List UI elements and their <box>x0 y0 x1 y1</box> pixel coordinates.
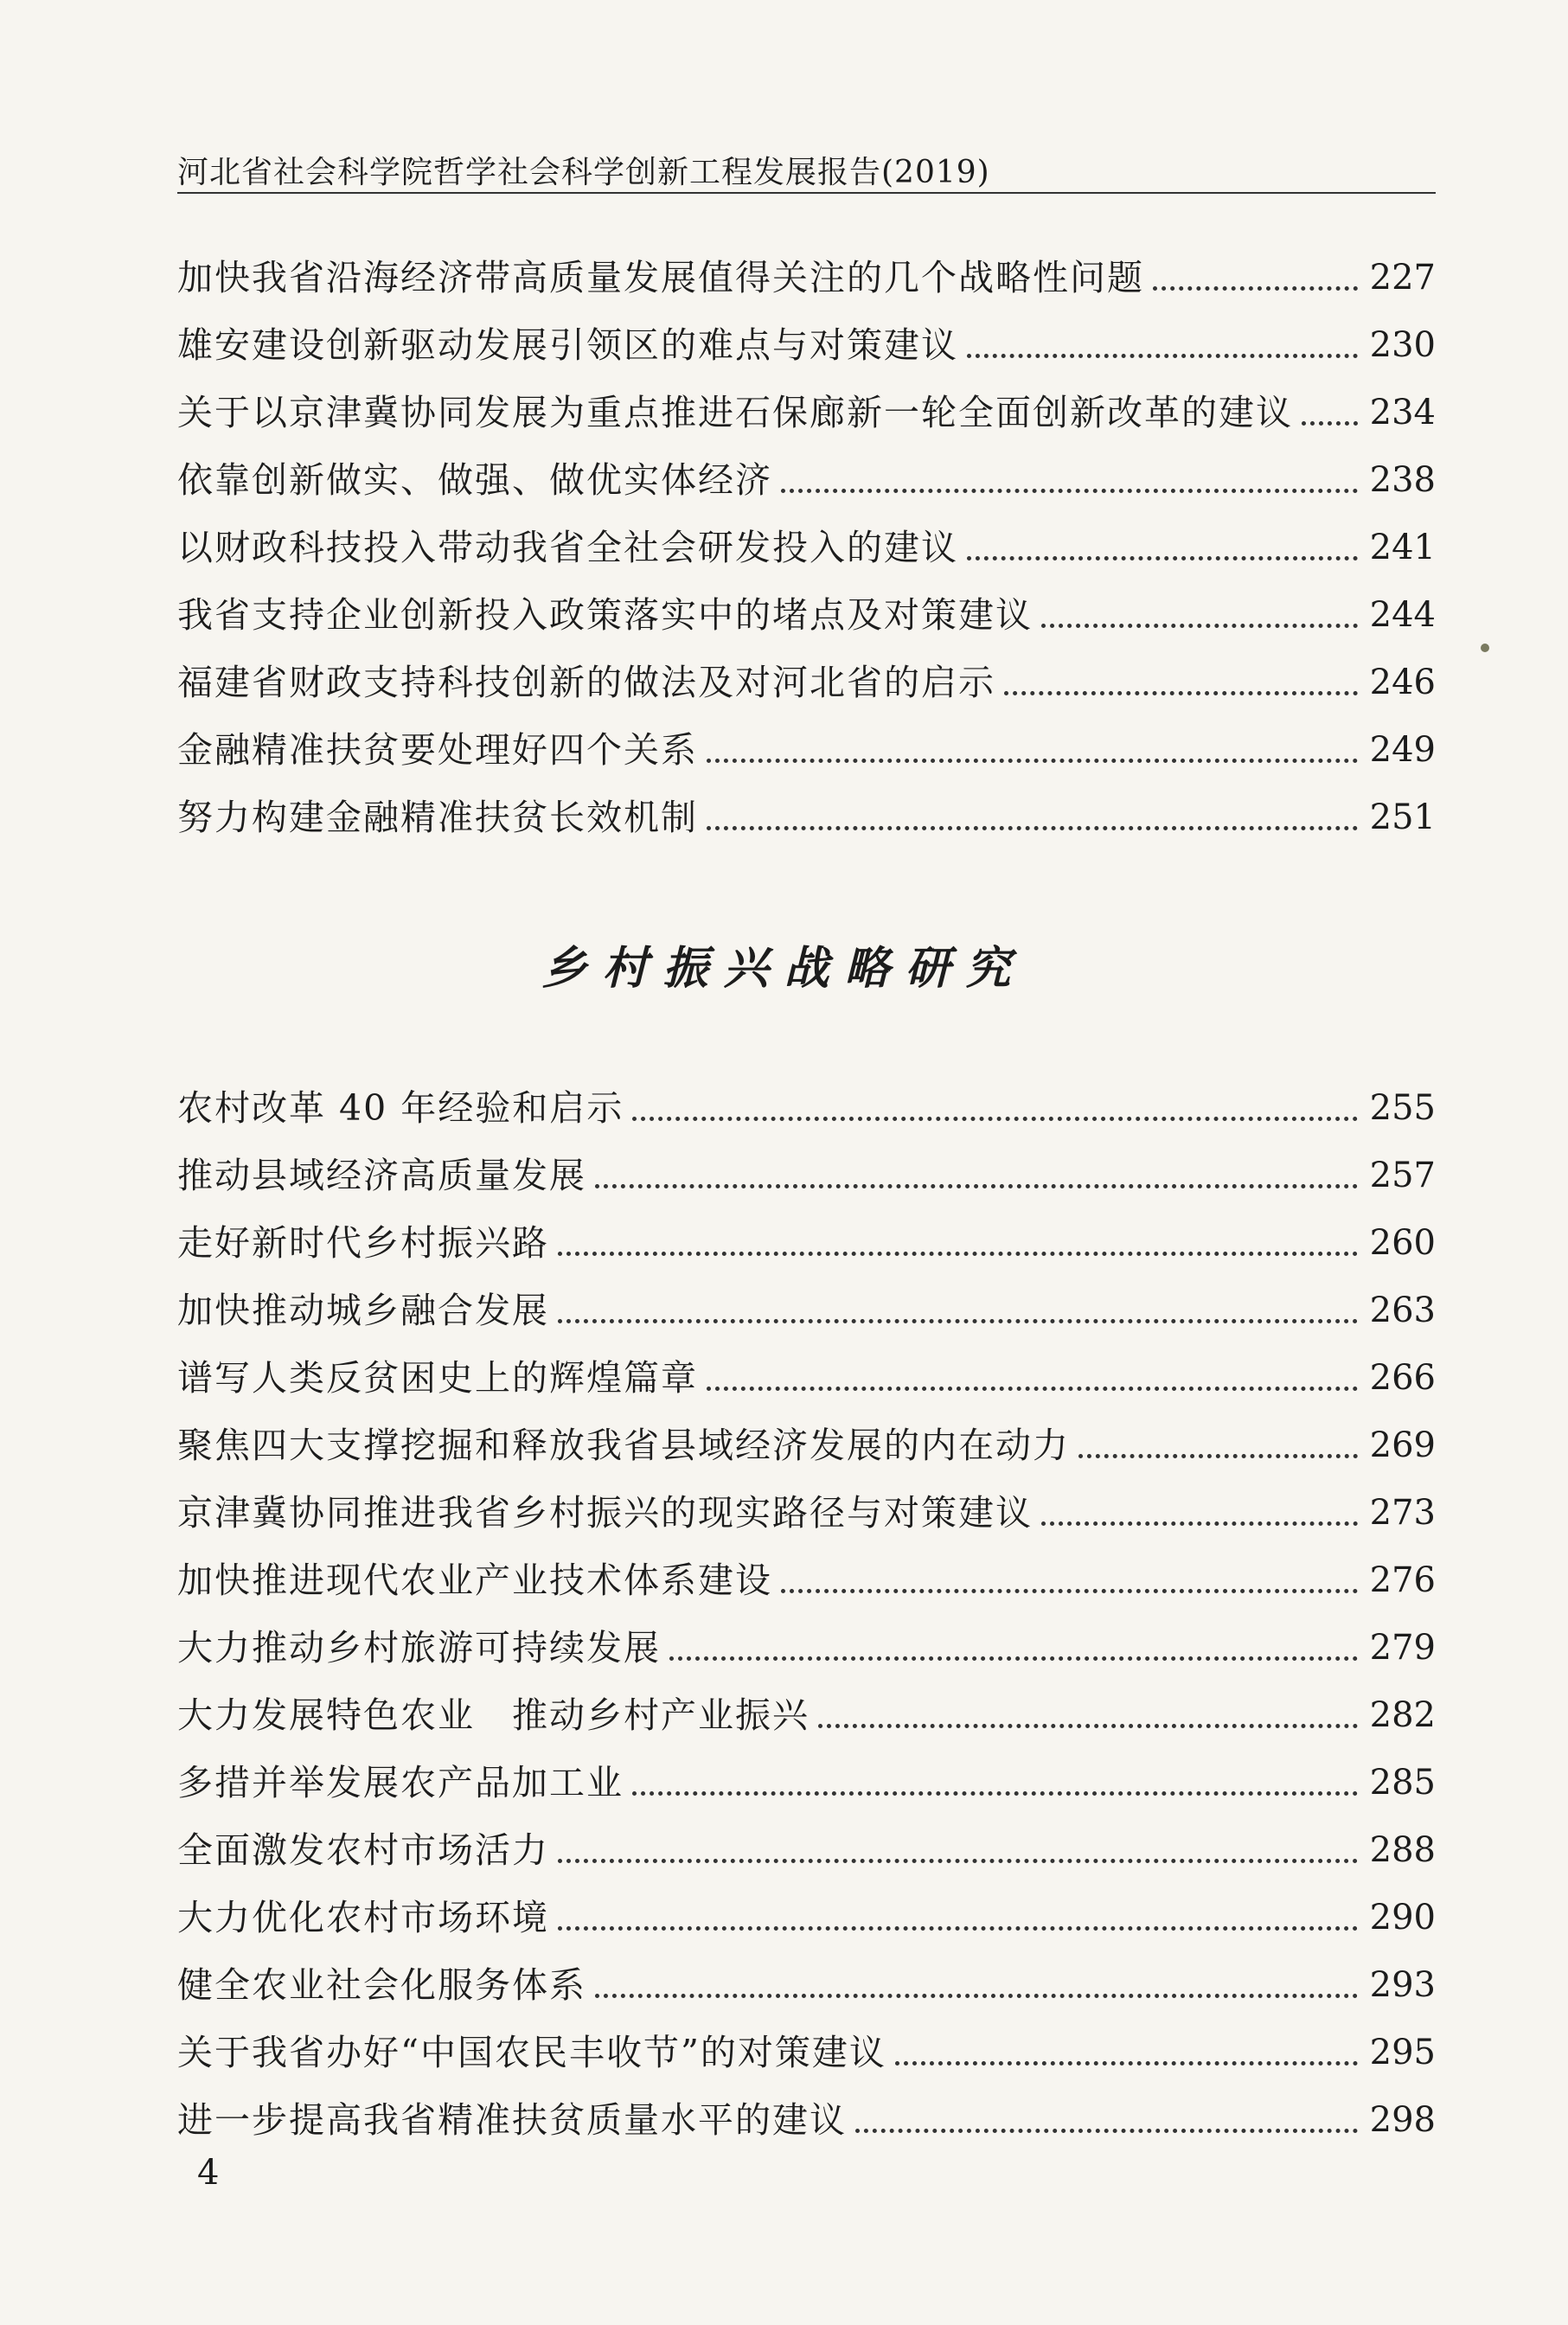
toc-entry <box>177 1669 1436 1737</box>
toc-entry-page: 251 <box>1369 797 1436 837</box>
toc-entry-title: 大力优化农村市场环境 <box>177 1897 549 1938</box>
toc-entry-page: 227 <box>1369 258 1436 298</box>
leader-dots <box>967 556 1358 560</box>
toc-entry <box>177 704 1436 772</box>
toc-entry-title: 以财政科技投入带动我省全社会研发投入的建议 <box>177 527 958 568</box>
toc-entry-title: 大力发展特色农业 推动乡村产业振兴 <box>177 1694 810 1736</box>
toc-list-part2 <box>177 1062 1436 2142</box>
toc-entry-page: 266 <box>1369 1358 1436 1398</box>
toc-entry-title: 依靠创新做实、做强、做优实体经济 <box>177 459 772 501</box>
toc-entry-title: 关于我省办好“中国农民丰收节”的对策建议 <box>177 2032 886 2073</box>
leader-dots <box>558 1252 1358 1256</box>
leader-dots <box>855 2129 1358 2133</box>
toc-entry-title: 聚焦四大支撑挖掘和释放我省县域经济发展的内在动力 <box>177 1425 1070 1466</box>
toc-entry <box>177 232 1436 299</box>
toc-entry <box>177 299 1436 367</box>
toc-entry-page: 269 <box>1369 1425 1436 1465</box>
toc-entry <box>177 569 1436 637</box>
toc-entry-title: 走好新时代乡村振兴路 <box>177 1222 549 1264</box>
toc-entry <box>177 2074 1436 2142</box>
toc-entry-title: 金融精准扶贫要处理好四个关系 <box>177 729 698 771</box>
leader-dots <box>558 1926 1358 1931</box>
toc-entry <box>177 434 1436 502</box>
toc-entry-title: 我省支持企业创新投入政策落实中的堵点及对策建议 <box>177 594 1033 636</box>
header-rule <box>177 192 1436 194</box>
toc-entry <box>177 1265 1436 1332</box>
toc-entry-title: 雄安建设创新驱动发展引领区的难点与对策建议 <box>177 324 958 366</box>
toc-entry <box>177 1602 1436 1669</box>
leader-dots <box>781 1589 1358 1593</box>
toc-entry <box>177 502 1436 569</box>
toc-entry <box>177 1534 1436 1602</box>
toc-entry <box>177 1939 1436 2007</box>
toc-entry-page: 276 <box>1369 1560 1436 1600</box>
toc-entry-page: 238 <box>1369 460 1436 500</box>
running-head: 河北省社会科学院哲学社会科学创新工程发展报告(2019) <box>177 155 990 190</box>
toc-entry <box>177 1804 1436 1872</box>
toc-entry-title: 谱写人类反贫困史上的辉煌篇章 <box>177 1357 698 1399</box>
toc-entry <box>177 2007 1436 2074</box>
toc-entry <box>177 1197 1436 1265</box>
toc-entry-title: 加快我省沿海经济带高质量发展值得关注的几个战略性问题 <box>177 257 1144 298</box>
toc-entry-page: 279 <box>1369 1628 1436 1668</box>
paper-speck <box>1481 644 1489 652</box>
toc-entry <box>177 1130 1436 1197</box>
toc-entry-page: 257 <box>1369 1156 1436 1195</box>
toc-entry-title: 全面激发农村市场活力 <box>177 1829 549 1871</box>
toc-entry <box>177 1872 1436 1939</box>
toc-entry <box>177 1062 1436 1130</box>
toc-entry <box>177 1399 1436 1467</box>
toc-entry-title: 多措并举发展农产品加工业 <box>177 1762 624 1803</box>
leader-dots <box>895 2061 1358 2066</box>
toc-entry-title: 加快推动城乡融合发展 <box>177 1290 549 1331</box>
toc-entry <box>177 1737 1436 1804</box>
leader-dots <box>1041 1521 1358 1526</box>
toc-entry-page: 230 <box>1369 325 1436 365</box>
toc-entry-page: 288 <box>1369 1830 1436 1870</box>
toc-entry-page: 285 <box>1369 1763 1436 1803</box>
leader-dots <box>707 826 1358 830</box>
leader-dots <box>967 354 1358 358</box>
toc-entry-title: 京津冀协同推进我省乡村振兴的现实路径与对策建议 <box>177 1492 1033 1534</box>
toc-entry-title: 大力推动乡村旅游可持续发展 <box>177 1627 661 1668</box>
leader-dots <box>707 759 1358 763</box>
toc-entry-page: 273 <box>1369 1493 1436 1533</box>
toc-entry-title: 推动县域经济高质量发展 <box>177 1155 586 1196</box>
toc-entry-title: 农村改革 40 年经验和启示 <box>177 1087 624 1129</box>
leader-dots <box>1004 691 1358 695</box>
toc-entry <box>177 637 1436 704</box>
leader-dots <box>1078 1454 1358 1458</box>
page-number: 4 <box>197 2153 220 2193</box>
toc-entry-title: 加快推进现代农业产业技术体系建设 <box>177 1560 772 1601</box>
toc-entry-title: 努力构建金融精准扶贫长效机制 <box>177 797 698 838</box>
leader-dots <box>595 1184 1358 1188</box>
toc-entry <box>177 1332 1436 1399</box>
toc-entry-page: 290 <box>1369 1898 1436 1938</box>
toc-entry-page: 246 <box>1369 663 1436 702</box>
leader-dots <box>558 1319 1358 1323</box>
toc-entry-page: 234 <box>1369 393 1436 432</box>
leader-dots <box>707 1387 1358 1391</box>
toc-entry-title: 健全农业社会化服务体系 <box>177 1964 586 2006</box>
toc-entry-page: 293 <box>1369 1965 1436 2005</box>
leader-dots <box>1302 421 1358 426</box>
leader-dots <box>632 1117 1358 1121</box>
toc-entry-page: 249 <box>1369 730 1436 770</box>
toc-entry-page: 244 <box>1369 595 1436 635</box>
leader-dots <box>632 1791 1358 1796</box>
toc-entry-title: 进一步提高我省精准扶贫质量水平的建议 <box>177 2099 847 2141</box>
toc-entry-page: 260 <box>1369 1223 1436 1263</box>
toc-entry-title: 关于以京津冀协同发展为重点推进石保廊新一轮全面创新改革的建议 <box>177 392 1293 433</box>
section-title: 乡村振兴战略研究 <box>541 942 1027 995</box>
toc-entry <box>177 1467 1436 1534</box>
toc-entry-page: 241 <box>1369 528 1436 567</box>
toc-list-part1 <box>177 232 1436 839</box>
toc-entry-title: 福建省财政支持科技创新的做法及对河北省的启示 <box>177 662 995 703</box>
toc-entry <box>177 772 1436 839</box>
toc-entry-page: 295 <box>1369 2033 1436 2072</box>
leader-dots <box>818 1724 1358 1728</box>
leader-dots <box>1153 286 1358 291</box>
toc-entry <box>177 367 1436 434</box>
toc-entry-page: 298 <box>1369 2100 1436 2140</box>
toc-entry-page: 255 <box>1369 1088 1436 1128</box>
toc-entry-page: 263 <box>1369 1291 1436 1330</box>
leader-dots <box>669 1656 1358 1661</box>
leader-dots <box>595 1994 1358 1998</box>
leader-dots <box>558 1859 1358 1863</box>
toc-entry-page: 282 <box>1369 1695 1436 1735</box>
leader-dots <box>1041 624 1358 628</box>
leader-dots <box>781 489 1358 493</box>
